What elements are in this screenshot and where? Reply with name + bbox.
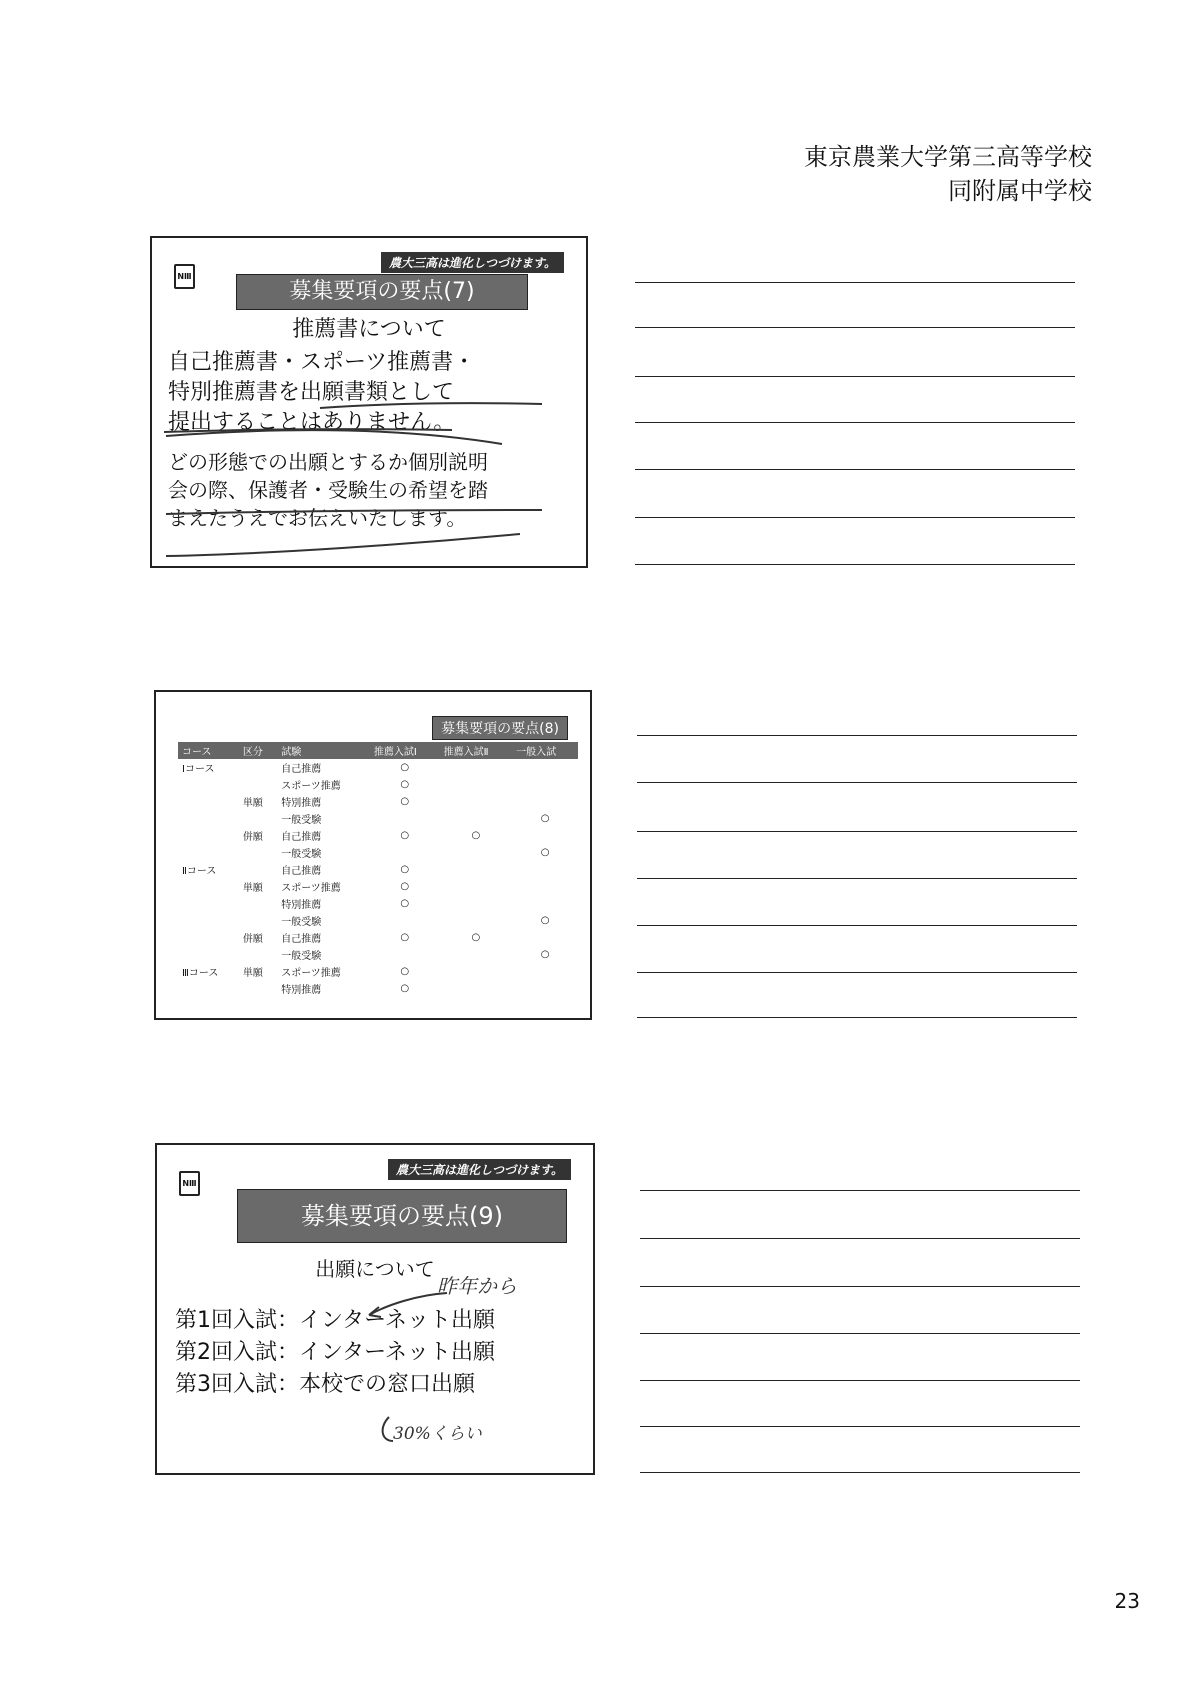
cell-exam: 特別推薦	[281, 985, 322, 996]
cell-r1	[370, 912, 440, 929]
note-line	[635, 564, 1075, 565]
column-header: 試験	[277, 742, 370, 759]
table-row	[178, 895, 578, 912]
cell-exam: 自己推薦	[281, 832, 322, 843]
cell-r1: ○	[400, 898, 410, 909]
cell-division	[239, 895, 277, 912]
cell-exam: 一般受験	[281, 917, 322, 928]
paragraph-line: 特別推薦書を出願書類として	[168, 380, 455, 405]
slide-tagline: 農大三高は進化しつづけます。	[388, 1159, 571, 1180]
note-line	[637, 878, 1077, 879]
table-row	[178, 810, 578, 827]
cell-exam: スポーツ推薦	[281, 883, 341, 894]
table-row	[178, 776, 578, 793]
cell-gen: ○	[540, 915, 550, 926]
cell-r2	[440, 793, 513, 810]
cell-division	[239, 861, 277, 878]
cell-exam: スポーツ推薦	[281, 968, 341, 979]
cell-gen: ○	[540, 813, 550, 824]
underline-stroke	[320, 403, 542, 408]
cell-r1	[370, 844, 440, 861]
underline-stroke	[166, 510, 542, 514]
paragraph-line: どの形態での出願とするか個別説明	[168, 450, 488, 474]
cell-r1: ○	[400, 932, 410, 943]
cell-gen	[512, 878, 578, 895]
table-row	[178, 827, 578, 844]
cell-course: Ⅲコース	[182, 968, 219, 979]
note-line	[635, 376, 1075, 377]
page-number: 23	[1114, 1589, 1140, 1613]
cell-gen	[512, 861, 578, 878]
school-name: 東京農業大学第三高等学校	[804, 143, 1092, 171]
note-line	[640, 1333, 1080, 1334]
cell-r1: ○	[400, 796, 410, 807]
cell-division: 単願	[242, 968, 263, 979]
cell-r1: ○	[400, 966, 410, 977]
cell-r2	[440, 895, 513, 912]
cell-exam: 自己推薦	[281, 764, 322, 775]
cell-r2	[440, 861, 513, 878]
cell-r1: ○	[400, 762, 410, 773]
cell-gen: ○	[540, 949, 550, 960]
arrow-stroke	[383, 1417, 393, 1441]
entry-line: 第2回入試：インターネット出願	[175, 1340, 496, 1365]
cell-division	[239, 759, 277, 776]
cell-gen	[512, 759, 578, 776]
school-logo-icon: NⅢ	[174, 264, 195, 289]
cell-r1	[370, 810, 440, 827]
cell-r1: ○	[400, 830, 410, 841]
note-line	[640, 1190, 1080, 1191]
course-exam-table	[178, 742, 578, 997]
cell-r2	[440, 810, 513, 827]
note-line	[637, 735, 1077, 736]
cell-course: Ⅱコース	[182, 866, 217, 877]
note-line	[640, 1380, 1080, 1381]
note-line	[635, 422, 1075, 423]
cell-r1: ○	[400, 864, 410, 875]
cell-division	[239, 776, 277, 793]
arrow-stroke	[369, 1293, 447, 1315]
paragraph-line: 自己推薦書・スポーツ推薦書・	[168, 350, 476, 375]
cell-gen	[512, 929, 578, 946]
handwritten-note: 昨年から	[437, 1274, 517, 1298]
paragraph-line: まえたうえでお伝えいたします。	[168, 506, 467, 530]
cell-course	[178, 912, 239, 929]
cell-exam: 一般受験	[281, 849, 322, 860]
slide-title: 募集要項の要点(8)	[432, 716, 568, 740]
cell-course	[178, 878, 239, 895]
paragraph-line: 会の際、保護者・受験生の希望を踏	[168, 478, 488, 502]
note-line	[635, 469, 1075, 470]
school-logo-icon: NⅢ	[179, 1171, 200, 1196]
cell-exam: スポーツ推薦	[281, 781, 341, 792]
cell-r2	[440, 912, 513, 929]
slide-1	[150, 236, 588, 568]
column-header: 推薦入試Ⅱ	[440, 742, 513, 759]
table-row	[178, 878, 578, 895]
cell-division: 単願	[242, 883, 263, 894]
table-row	[178, 912, 578, 929]
cell-division: 併願	[242, 934, 263, 945]
handwritten-underlines	[152, 238, 590, 570]
school-subname: 同附属中学校	[948, 177, 1092, 205]
note-line	[640, 1426, 1080, 1427]
table-row	[178, 844, 578, 861]
cell-course	[178, 844, 239, 861]
table-row	[178, 793, 578, 810]
cell-r2	[440, 759, 513, 776]
cell-r1: ○	[400, 881, 410, 892]
cell-division	[239, 844, 277, 861]
column-header: 区分	[239, 742, 277, 759]
note-line	[640, 1238, 1080, 1239]
cell-division: 併願	[242, 832, 263, 843]
table-row	[178, 946, 578, 963]
cell-r1: ○	[400, 779, 410, 790]
cell-course	[178, 827, 239, 844]
cell-r2	[440, 878, 513, 895]
cell-course	[178, 980, 239, 997]
note-line	[635, 327, 1075, 328]
note-line	[640, 1472, 1080, 1473]
cell-division	[239, 810, 277, 827]
table-row	[178, 929, 578, 946]
cell-gen	[512, 980, 578, 997]
underline-stroke	[166, 430, 502, 444]
cell-gen: ○	[540, 847, 550, 858]
cell-division: 単願	[242, 798, 263, 809]
column-header: コース	[178, 742, 239, 759]
paragraph-line: 提出することはありません。	[168, 410, 456, 435]
note-line	[635, 517, 1075, 518]
note-line	[637, 831, 1077, 832]
column-header: 推薦入試Ⅰ	[370, 742, 440, 759]
table-row	[178, 759, 578, 776]
table-header-row	[178, 742, 578, 759]
cell-division	[239, 946, 277, 963]
cell-r2	[440, 776, 513, 793]
cell-gen	[512, 895, 578, 912]
cell-r1: ○	[400, 983, 410, 994]
cell-r2	[440, 946, 513, 963]
note-line	[637, 972, 1077, 973]
cell-course	[178, 793, 239, 810]
slide-subtitle: 推薦書について	[292, 317, 446, 342]
cell-r2: ○	[471, 932, 481, 943]
cell-division	[239, 980, 277, 997]
header	[804, 140, 1092, 208]
cell-course	[178, 895, 239, 912]
cell-r2	[440, 963, 513, 980]
cell-exam: 特別推薦	[281, 900, 322, 911]
slide-2	[154, 690, 592, 1020]
note-line	[637, 925, 1077, 926]
table-row	[178, 861, 578, 878]
cell-gen	[512, 776, 578, 793]
cell-r2: ○	[471, 830, 481, 841]
note-line	[637, 1017, 1077, 1018]
table-row	[178, 963, 578, 980]
note-line	[637, 782, 1077, 783]
handwritten-note: 30%くらい	[393, 1424, 482, 1444]
cell-course: Ⅰコース	[182, 764, 215, 775]
note-line	[640, 1286, 1080, 1287]
cell-gen	[512, 793, 578, 810]
cell-course	[178, 929, 239, 946]
note-line	[635, 282, 1075, 283]
cell-exam: 一般受験	[281, 815, 322, 826]
table-row	[178, 980, 578, 997]
cell-gen	[512, 827, 578, 844]
underline-stroke	[166, 534, 520, 556]
cell-course	[178, 946, 239, 963]
slide-title: 募集要項の要点(7)	[236, 274, 528, 310]
slide-title: 募集要項の要点(9)	[237, 1189, 567, 1243]
cell-course	[178, 776, 239, 793]
slide-3	[155, 1143, 595, 1475]
cell-division	[239, 912, 277, 929]
slide-subtitle: 出願について	[315, 1257, 435, 1281]
cell-exam: 一般受験	[281, 951, 322, 962]
cell-r1	[370, 946, 440, 963]
cell-gen	[512, 963, 578, 980]
cell-course	[178, 810, 239, 827]
cell-exam: 自己推薦	[281, 934, 322, 945]
column-header: 一般入試	[512, 742, 578, 759]
handwritten-arrows	[157, 1145, 597, 1477]
cell-r2	[440, 844, 513, 861]
entry-line: 第1回入試：インターネット出願	[175, 1308, 496, 1333]
cell-exam: 特別推薦	[281, 798, 322, 809]
cell-exam: 自己推薦	[281, 866, 322, 877]
cell-r2	[440, 980, 513, 997]
entry-line: 第3回入試：本校での窓口出願	[175, 1372, 475, 1397]
slide-tagline: 農大三高は進化しつづけます。	[381, 252, 564, 273]
